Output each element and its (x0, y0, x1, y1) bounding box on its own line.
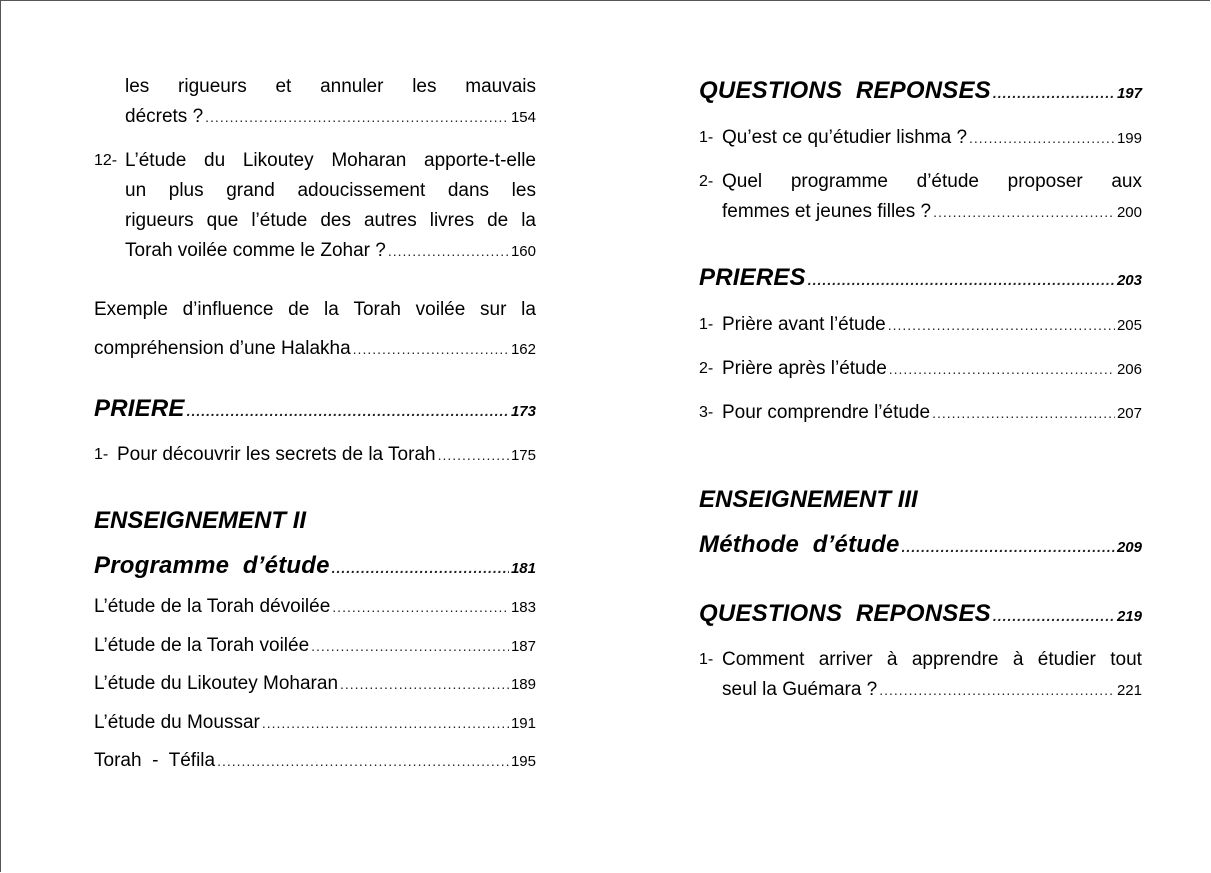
heading-title: QUESTIONS REPONSES (699, 600, 991, 627)
page-number: 205 (1116, 317, 1142, 334)
dot-leader (933, 201, 1115, 223)
item2-line-1 (722, 171, 1142, 193)
entry-title: L’étude de la Torah voilée (94, 634, 310, 656)
word: à (1012, 649, 1024, 670)
toc-entry (722, 314, 1142, 337)
dot-leader (217, 750, 509, 772)
word: un (125, 180, 147, 201)
page-number: 203 (1116, 272, 1142, 289)
dot-leader (993, 79, 1115, 107)
word: mauvais (465, 76, 536, 97)
page-number: 183 (510, 599, 536, 616)
word: la (521, 210, 536, 231)
word: d’influence (182, 299, 274, 320)
dot-leader (332, 554, 509, 582)
dot-leader (332, 596, 509, 618)
dot-leader (187, 397, 509, 425)
word: les (511, 180, 536, 201)
page-number: 219 (1116, 608, 1142, 625)
word: Comment (722, 649, 805, 670)
toc-entry (722, 201, 1142, 224)
item-number: 1- (699, 129, 714, 146)
entry-title: Prière après l’étude (722, 358, 887, 379)
word: adoucissement (297, 180, 426, 201)
word: L’étude (125, 150, 187, 171)
word: que (206, 210, 239, 231)
section-heading-enseignement-3: ENSEIGNEMENT III (699, 486, 918, 513)
toc-entry (722, 402, 1142, 425)
page-number: 209 (1116, 539, 1142, 556)
toc-entry (94, 712, 536, 735)
word: les (125, 76, 150, 97)
word: Exemple (94, 299, 168, 320)
page-number: 191 (510, 714, 536, 732)
page-number: 154 (510, 109, 536, 126)
item-number: 2- (699, 173, 714, 190)
word: annuler (320, 76, 384, 97)
word: Likoutey (242, 150, 314, 171)
word: l’étude (251, 210, 308, 231)
word: Torah (353, 299, 401, 320)
toc-entry (125, 240, 536, 263)
word: autres (363, 210, 417, 231)
toc-entry (722, 127, 1142, 150)
word: étudier (1037, 649, 1096, 670)
dot-leader (888, 314, 1115, 336)
word: programme (790, 171, 888, 192)
word: plus (168, 180, 204, 201)
entry-title: Torah voilée comme le Zohar ? (125, 240, 386, 261)
word: du (204, 150, 226, 171)
page-number: 160 (510, 243, 536, 260)
word: tout (1110, 649, 1142, 670)
entry-title: seul la Guémara ? (722, 679, 878, 700)
word: Moharan (331, 150, 407, 171)
page-number: 221 (1116, 682, 1142, 699)
word: proposer (1007, 171, 1083, 192)
page-number: 173 (510, 403, 536, 420)
word: les (412, 76, 437, 97)
dot-leader (932, 402, 1115, 424)
dot-leader (262, 712, 509, 734)
item12-line-2 (125, 180, 536, 202)
dot-leader (902, 533, 1115, 561)
page-number: 181 (510, 560, 536, 577)
toc-entry (94, 635, 536, 658)
heading-title: PRIERES (699, 264, 806, 291)
item12-line-3 (125, 210, 536, 232)
word: à (886, 649, 898, 670)
word: des (320, 210, 351, 231)
word: aux (1111, 171, 1142, 192)
page-number: 175 (510, 447, 536, 464)
word: d’étude (916, 171, 979, 192)
section-heading-questions-reponses-2 (699, 600, 1142, 631)
page-number: 207 (1116, 405, 1142, 422)
word: la (323, 299, 339, 320)
item12-line-1 (125, 150, 536, 172)
toc-entry (722, 679, 1142, 702)
item-number: 1- (699, 651, 714, 668)
word: apprendre (911, 649, 999, 670)
dot-leader (993, 602, 1115, 630)
word: sur (480, 299, 507, 320)
word: apporte-t-elle (424, 150, 536, 171)
page-number: 189 (510, 676, 536, 693)
heading-title: Méthode d’étude (699, 531, 900, 558)
entry-title: L’étude de la Torah dévoilée (94, 596, 331, 617)
page-number: 206 (1116, 361, 1142, 378)
dot-leader (969, 127, 1115, 149)
entry-title: L’étude du Moussar (94, 711, 260, 733)
word: arriver (818, 649, 873, 670)
toc-entry (722, 358, 1142, 381)
item-number: 1- (94, 446, 109, 463)
section-heading-methode (699, 531, 1142, 562)
dot-leader (808, 266, 1115, 294)
dot-leader (353, 338, 509, 360)
word: et (275, 76, 292, 97)
entry-title: décrets ? (125, 106, 204, 127)
toc-entry (94, 750, 536, 773)
word: voilée (415, 299, 466, 320)
word: la (521, 299, 536, 320)
page-number: 200 (1116, 204, 1142, 221)
word: rigueurs (125, 210, 194, 231)
section-heading-prieres (699, 264, 1142, 295)
entry-title: femmes et jeunes filles ? (722, 201, 932, 222)
word: livres (429, 210, 475, 231)
toc-entry (94, 673, 536, 696)
toc-entry (94, 338, 536, 361)
toc-entry (125, 106, 536, 129)
dot-leader (340, 673, 509, 695)
entry-title: compréhension d’une Halakha (94, 338, 351, 359)
toc-entry (117, 444, 536, 467)
entry-title: Prière avant l’étude (722, 314, 886, 335)
dot-leader (889, 358, 1115, 380)
page-number: 187 (510, 637, 536, 655)
dot-leader (438, 444, 509, 466)
word: Quel (722, 171, 763, 192)
page-number: 197 (1116, 85, 1142, 102)
entry-title: Pour comprendre l’étude (722, 402, 931, 423)
heading-title: Programme d’étude (94, 552, 330, 579)
entry-title: Pour découvrir les secrets de la Torah (117, 444, 436, 465)
dot-leader (388, 240, 509, 262)
heading-title: QUESTIONS REPONSES (699, 77, 991, 104)
heading-title: PRIERE (94, 395, 185, 422)
page-number: 162 (510, 341, 536, 358)
word: de (487, 210, 509, 231)
entry-title: Torah - Téfila (94, 750, 216, 771)
example-line-1 (94, 299, 536, 321)
entry-title: Qu’est ce qu’étudier lishma ? (722, 127, 968, 148)
continuation-line-1 (125, 76, 536, 98)
word: rigueurs (178, 76, 247, 97)
word: dans (447, 180, 490, 201)
word: de (288, 299, 310, 320)
item-number: 12- (94, 152, 118, 169)
entry-title: L’étude du Likoutey Moharan (94, 673, 339, 694)
dot-leader (879, 679, 1115, 701)
section-heading-programme (94, 552, 536, 583)
section-heading-questions-reponses (699, 77, 1142, 108)
page-number: 199 (1116, 130, 1142, 147)
word: grand (226, 180, 275, 201)
page-number: 195 (510, 753, 536, 770)
item-number: 1- (699, 316, 714, 333)
toc-entry (94, 596, 536, 619)
section-heading-priere (94, 395, 536, 426)
dot-leader (205, 106, 509, 128)
item-number: 3- (699, 404, 714, 421)
dot-leader (311, 635, 509, 657)
item-number: 2- (699, 360, 714, 377)
qr2-item1-line-1 (722, 649, 1142, 671)
section-heading-enseignement-2: ENSEIGNEMENT II (94, 507, 307, 534)
